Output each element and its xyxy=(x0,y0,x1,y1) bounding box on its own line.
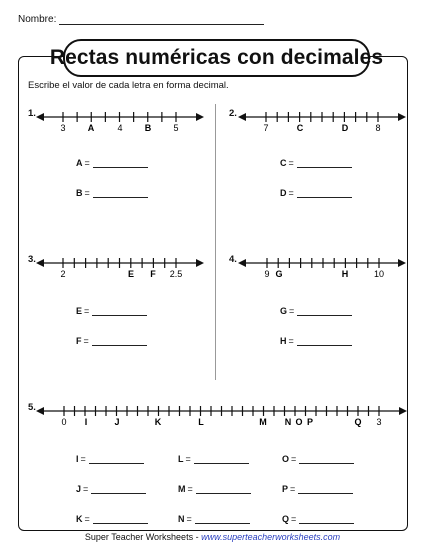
answer-letter: L xyxy=(178,454,184,464)
nl-label: A xyxy=(87,123,95,133)
answer-letter: K xyxy=(76,514,83,524)
answer-letter: M xyxy=(178,484,186,494)
equals-sign: = xyxy=(187,484,193,494)
answer-line[interactable] xyxy=(93,188,148,198)
number-line-1 xyxy=(36,105,208,141)
nl-label: L xyxy=(198,417,204,427)
arrow-right-icon xyxy=(398,113,406,121)
answer-letter: C xyxy=(280,158,287,168)
answer-line[interactable] xyxy=(297,188,352,198)
problem-5-number: 5. xyxy=(28,402,36,413)
equals-sign: = xyxy=(84,306,90,316)
arrow-right-icon xyxy=(196,259,204,267)
answer-line[interactable] xyxy=(297,158,352,168)
arrow-left-icon xyxy=(238,113,246,121)
problem-1-number: 1. xyxy=(28,108,36,119)
nl-label: J xyxy=(114,417,120,427)
nl-label: 3 xyxy=(60,123,66,133)
answer-letter: G xyxy=(280,306,288,316)
answer-G[interactable] xyxy=(280,306,352,316)
answer-line[interactable] xyxy=(299,454,354,464)
equals-sign: = xyxy=(84,158,90,168)
equals-sign: = xyxy=(80,454,86,464)
answer-H[interactable] xyxy=(280,336,352,346)
nl-label: 2.5 xyxy=(169,269,183,279)
answer-letter: Q xyxy=(282,514,290,524)
equals-sign: = xyxy=(290,484,296,494)
nl-label: N xyxy=(284,417,292,427)
nl-label: I xyxy=(84,417,88,427)
nl-label: D xyxy=(341,123,349,133)
name-field[interactable] xyxy=(18,14,264,25)
equals-sign: = xyxy=(84,514,90,524)
answer-line[interactable] xyxy=(196,484,251,494)
answer-letter: E xyxy=(76,306,83,316)
arrow-left-icon xyxy=(36,259,44,267)
answer-C[interactable] xyxy=(280,158,352,168)
answer-E[interactable] xyxy=(76,306,147,316)
answer-line[interactable] xyxy=(195,514,250,524)
equals-sign: = xyxy=(185,454,191,464)
answer-M[interactable] xyxy=(178,484,251,494)
answer-line[interactable] xyxy=(91,484,146,494)
footer-text: Super Teacher Worksheets - xyxy=(84,532,202,542)
equals-sign: = xyxy=(288,336,294,346)
answer-letter: A xyxy=(76,158,83,168)
nl-label: 8 xyxy=(375,123,381,133)
answer-P[interactable] xyxy=(282,484,353,494)
problem-3-number: 3. xyxy=(28,254,36,265)
answer-line[interactable] xyxy=(194,454,249,464)
nl-label: M xyxy=(259,417,267,427)
arrow-left-icon xyxy=(36,113,44,121)
name-label: Nombre: xyxy=(18,14,57,25)
nl-label: 4 xyxy=(117,123,123,133)
answer-line[interactable] xyxy=(297,336,352,346)
answer-L[interactable] xyxy=(178,454,249,464)
equals-sign: = xyxy=(288,188,294,198)
problem-2-number: 2. xyxy=(229,108,237,119)
answer-letter: H xyxy=(280,336,287,346)
nl-label: 3 xyxy=(376,417,382,427)
answer-B[interactable] xyxy=(76,188,148,198)
answer-letter: D xyxy=(280,188,287,198)
number-line-4 xyxy=(238,251,410,287)
answer-N[interactable] xyxy=(178,514,250,524)
page-title: Rectas numéricas con decimales xyxy=(49,46,384,69)
answer-line[interactable] xyxy=(299,514,354,524)
arrow-left-icon xyxy=(36,407,44,415)
answer-letter: N xyxy=(178,514,185,524)
answer-letter: F xyxy=(76,336,82,346)
nl-label: 2 xyxy=(60,269,66,279)
nl-label: 0 xyxy=(61,417,67,427)
answer-line[interactable] xyxy=(92,336,147,346)
nl-label: H xyxy=(341,269,349,279)
nl-label: C xyxy=(296,123,304,133)
name-line[interactable] xyxy=(59,14,264,25)
title-box xyxy=(49,39,384,77)
answer-letter: P xyxy=(282,484,289,494)
equals-sign: = xyxy=(289,306,295,316)
equals-sign: = xyxy=(84,188,90,198)
equals-sign: = xyxy=(83,336,89,346)
answer-letter: B xyxy=(76,188,83,198)
answer-line[interactable] xyxy=(297,306,352,316)
answer-I[interactable] xyxy=(76,454,144,464)
footer xyxy=(0,532,425,542)
column-divider xyxy=(215,104,216,380)
nl-label: F xyxy=(150,269,156,279)
answer-Q[interactable] xyxy=(282,514,354,524)
nl-label: 7 xyxy=(263,123,269,133)
answer-J[interactable] xyxy=(76,484,146,494)
number-line-5 xyxy=(36,399,411,435)
equals-sign: = xyxy=(186,514,192,524)
answer-D[interactable] xyxy=(280,188,352,198)
nl-label: 9 xyxy=(264,269,270,279)
answer-line[interactable] xyxy=(93,514,148,524)
equals-sign: = xyxy=(291,454,297,464)
arrow-right-icon xyxy=(196,113,204,121)
answer-letter: J xyxy=(76,484,82,494)
arrow-left-icon xyxy=(238,259,246,267)
problem-4-number: 4. xyxy=(229,254,237,265)
answer-F[interactable] xyxy=(76,336,147,346)
instructions: Escribe el valor de cada letra en forma decimal. xyxy=(28,80,229,91)
answer-O[interactable] xyxy=(282,454,354,464)
equals-sign: = xyxy=(288,158,294,168)
nl-label: Q xyxy=(354,417,362,427)
nl-label: O xyxy=(295,417,303,427)
nl-label: 5 xyxy=(173,123,179,133)
answer-letter: O xyxy=(282,454,290,464)
answer-line[interactable] xyxy=(298,484,353,494)
nl-label: B xyxy=(144,123,152,133)
arrow-right-icon xyxy=(399,407,407,415)
answer-line[interactable] xyxy=(93,158,148,168)
nl-label: P xyxy=(306,417,314,427)
arrow-right-icon xyxy=(398,259,406,267)
number-line-3 xyxy=(36,251,208,287)
number-line-2 xyxy=(238,105,410,141)
answer-A[interactable] xyxy=(76,158,148,168)
equals-sign: = xyxy=(83,484,89,494)
answer-line[interactable] xyxy=(89,454,144,464)
answer-K[interactable] xyxy=(76,514,148,524)
nl-label: K xyxy=(154,417,162,427)
answer-line[interactable] xyxy=(92,306,147,316)
equals-sign: = xyxy=(291,514,297,524)
nl-label: G xyxy=(275,269,283,279)
answer-letter: I xyxy=(76,454,79,464)
nl-label: 10 xyxy=(373,269,385,279)
footer-link[interactable]: www.superteacherworksheets.com xyxy=(201,532,341,542)
nl-label: E xyxy=(127,269,135,279)
